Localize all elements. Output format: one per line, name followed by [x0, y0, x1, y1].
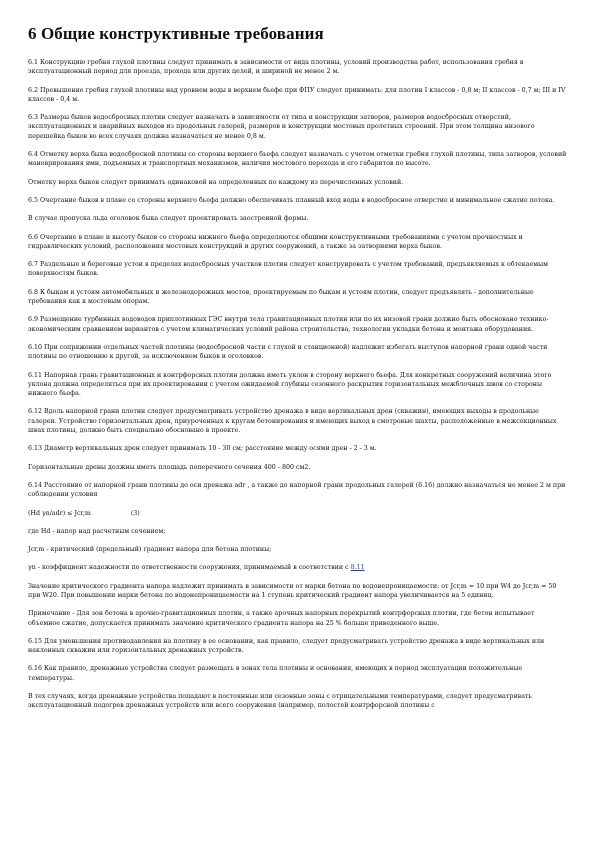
paragraph: Горизонтальные дрены должны иметь площадь поперечного сечения 400 - 800 см2. [28, 463, 311, 471]
paragraph-text: γn - коэффициент надежности по ответственности сооружения, принимаемый в соответствии с [28, 564, 349, 572]
paragraph: 6.12 Вдоль напорной грани плотин следует предусматривать устройство дренажа в виде вертикальных дрен (скважин), имеющих выходы в продольные галереи. Устройство горизонтальных дрен, приуроченных к кругам бетонирования и имеющих выход в смотровые шахты, расположенные в межсекционных швах плотины, должно быть специально обосновано в проекте. [28, 408, 557, 435]
paragraph: В случае пропуска льда оголовок быка следует проектировать заостренной формы. [28, 215, 309, 223]
paragraph: 6.4 Отметку верха быка водосбросной плотины со стороны верхнего бьефа следует назначать с учетом отметки гребня глухой плотины, типа затворов, условий маневрирования ими, подъемных и транспортных механизмов, наличия мостового перехода и его габаритов по высоте. [28, 151, 567, 168]
note-paragraph: Примечание - Для зон бетона в арочно-гравитационных плотин, а также арочных напорных перекрытий контрфорсных плотин, где бетон испытывает объемное сжатие, допускается принимать значение критического градиента напора на 25 % больше приведенного выше. [28, 610, 535, 627]
reference-link-8-11[interactable]: 8.11 [350, 564, 365, 572]
paragraph: В тех случаях, когда дренажные устройства попадают в постоянные или сезонные зоны с отрицательными температурами, следует предусматривать эксплуатационный подогрев дренажных устройств или всего сооружения (например, полостей контрфорсной плотины с [28, 693, 532, 710]
paragraph: Jcr,m - критический (предельный) градиент напора для бетона плотины; [28, 546, 272, 554]
paragraph: 6.16 Как правило, дренажные устройства следует размещать в зонах тела плотины и основания, имеющих в период эксплуатации положительные температуры. [28, 665, 523, 682]
paragraph: Отметку верха быков следует принимать одинаковой на определенных по каждому из перечисленных условий. [28, 178, 404, 186]
paragraph: 6.8 К быкам и устоям автомобильных и железнодорожных мостов, проектируемым по быкам и устоям плотин, следует предъявлять - дополнительные требования как к мостовым опорам. [28, 288, 534, 306]
paragraph: 6.15 Для уменьшения противодавления на плотину в ее основании, как правило, следует предусматривать устройство дренажа в виде вертикальных или наклонных скважин или горизонтальных дренажных устройств. [28, 637, 545, 655]
paragraph: где Hd - напор над расчетным сечением; [28, 527, 166, 535]
paragraph: 6.13 Диаметр вертикальных дрен следует принимать 10 - 30 см; расстояние между осями дрен - 2 - 3 м. [28, 445, 377, 453]
paragraph: 6.14 Расстояние от напорной грани плотины до оси дренажа adr , а также до напорной грани продольных галерей (6.16) должно назначаться не менее 2 м при соблюдении условия [28, 481, 566, 499]
paragraph: 6.1 Конструкцию гребня глухой плотины следует принимать в зависимости от вида плотины, условий производства работ, использования гребня в эксплуатационный период для проезда, прохода или других целей, и шириной не менее 2 м. [28, 59, 524, 76]
paragraph: 6.3 Размеры быков водосбросных плотин следует назначать в зависимости от типа и конструкции затворов, размеров водосбросных отверстий, эксплуатационных и аварийных выходов из продольных галерей, размеров и конструкции мостовых пролетных строений. При этом толщина низового перешейка быков во всех случаях должна назначаться не менее 0,8 м. [28, 114, 535, 140]
formula: (Hd γn/adr) ≤ Jcr,m (3) [28, 509, 140, 517]
paragraph: 6.7 Раздельные и береговые устои в пределах водосбросных участков плотин следует конструировать с учетом требований, предъявляемых к обтекаемым поверхностям быков. [28, 261, 549, 278]
paragraph: 6.11 Напорная грань гравитационных и контрфорсных плотин должна иметь уклон в сторону верхнего бьефа. Для конкретных сооружений величина этого уклона должна определяться при их проектировании с учетом ожидаемой глубины сезонного раскрытия горизонтальных межблочных швов со стороны нижнего бьефа. [28, 371, 552, 398]
paragraph: 6.9 Размещение турбинных водоводов приплотинных ГЭС внутри тела гравитационных плотин или по их низовой грани должно быть обосновано технико-экономическим сравнением вариантов с учетом климатических условий района строительства, технологии укладки бетона и монтажа оборудования. [28, 316, 549, 333]
paragraph: Значение критического градиента напора надлежит принимать в зависимости от марки бетона по водонепроницаемости: от Jcr,m = 10 при W4 до Jcr,m = 50 при W20. При повышении марки бетона по водонепроницаемости на 1 ступень критический градиент напора увеличивается на 5 единиц. [28, 582, 557, 599]
paragraph [28, 563, 567, 572]
paragraph: 6.10 При сопряжении отдельных частей плотины (водосбросной части с глухой и станционной) надлежит избегать выступов напорной грани одной части плотины по отношению к другой, за исключением быков и оголовков. [28, 343, 548, 361]
paragraph: 6.2 Превышение гребня глухой плотины над уровнем воды в верхнем бьефе при ФПУ следует принимать: для плотин I классов - 0,8 м; II классов - 0,7 м; III и IV классов - 0,4 м. [28, 86, 566, 103]
paragraph: 6.6 Очертание в плане и высоту быков со стороны нижнего бьефа определяются общими конструктивными требованиями с учетом прочностных и гидравлических условий, расположения мостовых конструкций и других сооружений, а также за затвориями верха быков. [28, 233, 523, 250]
paragraph: 6.5 Очертание быков в плане со стороны верхнего бьефа должно обеспечивать плавный вход воды в водосбросное отверстие и минимальное сжатие потока. [28, 196, 555, 204]
section-heading: 6 Общие конструктивные требования [28, 24, 324, 43]
